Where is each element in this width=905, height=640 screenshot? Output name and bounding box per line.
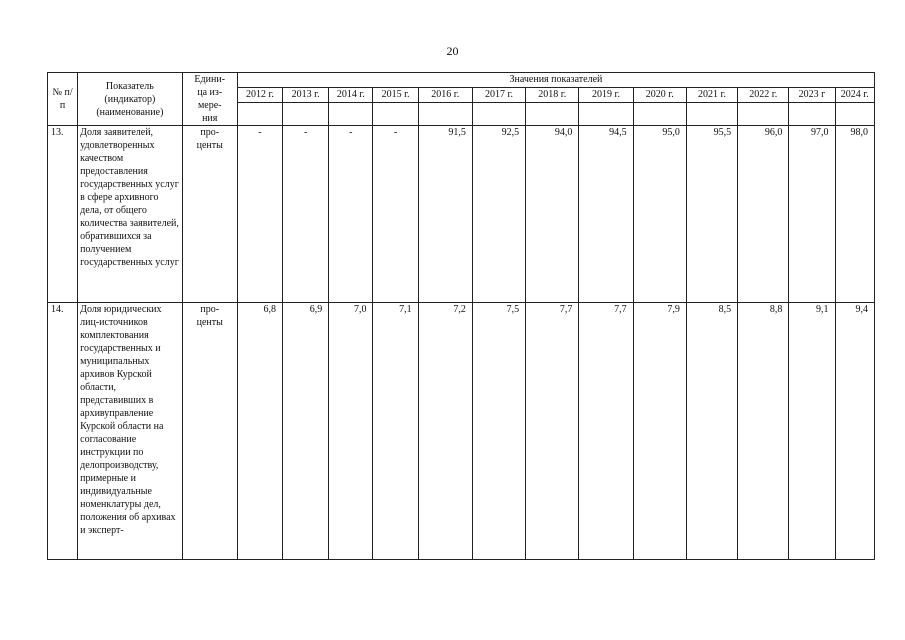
header-indicator-name: Показатель (индикатор) (наименование)	[78, 73, 182, 126]
year-header: 2020 г.	[633, 87, 686, 102]
value-cell: 9,1	[789, 303, 835, 560]
value-cell: 95,5	[686, 126, 737, 303]
year-header: 2024 г.	[835, 87, 874, 102]
value-cell: 6,9	[283, 303, 329, 560]
header-number: № п/п	[48, 73, 78, 126]
value-cell: 98,0	[835, 126, 874, 303]
indicator-name: Доля заявителей, удовлетворенных качеством предоставления государственных услуг в сфере архивного дела, от общего количества заявителей, обратившихся за получением государственных услуг	[78, 126, 182, 303]
year-header: 2018 г.	[526, 87, 579, 102]
year-header: 2019 г.	[579, 87, 633, 102]
year-header: 2014 г.	[329, 87, 373, 102]
page-number: 20	[446, 44, 459, 58]
indicator-name: Доля юридических лиц-источников комплектования государственных и муниципальных архивов Курской области, представивших в архивуправление Курской области на согласование инструкции по делопроизводству, примерные и индивидуальные номенклатуры дел, положения об архивах и эксперт-	[78, 303, 182, 560]
value-cell: 94,0	[526, 126, 579, 303]
value-cell: 7,5	[472, 303, 525, 560]
value-cell: 7,1	[373, 303, 418, 560]
unit-cell: про- центы	[182, 126, 237, 303]
year-header: 2021 г.	[686, 87, 737, 102]
value-cell: 97,0	[789, 126, 835, 303]
value-cell: 91,5	[418, 126, 472, 303]
value-cell: 92,5	[472, 126, 525, 303]
value-cell: 7,7	[526, 303, 579, 560]
value-cell: 95,0	[633, 126, 686, 303]
value-cell: -	[237, 126, 282, 303]
value-cell: 8,5	[686, 303, 737, 560]
value-cell: -	[283, 126, 329, 303]
year-header: 2013 г.	[283, 87, 329, 102]
table-row	[48, 126, 875, 303]
value-cell: -	[329, 126, 373, 303]
header-unit: Едини- ца из- мере- ния	[182, 73, 237, 126]
value-cell: 7,0	[329, 303, 373, 560]
value-cell: 6,8	[237, 303, 282, 560]
value-cell: 7,9	[633, 303, 686, 560]
year-header: 2012 г.	[237, 87, 282, 102]
year-header: 2023 г	[789, 87, 835, 102]
value-cell: -	[373, 126, 418, 303]
year-header: 2022 г.	[738, 87, 789, 102]
value-cell: 7,2	[418, 303, 472, 560]
row-number: 13.	[48, 126, 78, 303]
value-cell: 7,7	[579, 303, 633, 560]
value-cell: 9,4	[835, 303, 874, 560]
header-values: Значения показателей	[237, 73, 874, 88]
indicators-table	[47, 72, 875, 560]
value-cell: 94,5	[579, 126, 633, 303]
value-cell: 8,8	[738, 303, 789, 560]
year-header: 2016 г.	[418, 87, 472, 102]
year-header: 2017 г.	[472, 87, 525, 102]
year-header: 2015 г.	[373, 87, 418, 102]
value-cell: 96,0	[738, 126, 789, 303]
table-row	[48, 303, 875, 560]
row-number: 14.	[48, 303, 78, 560]
unit-cell: про- центы	[182, 303, 237, 560]
